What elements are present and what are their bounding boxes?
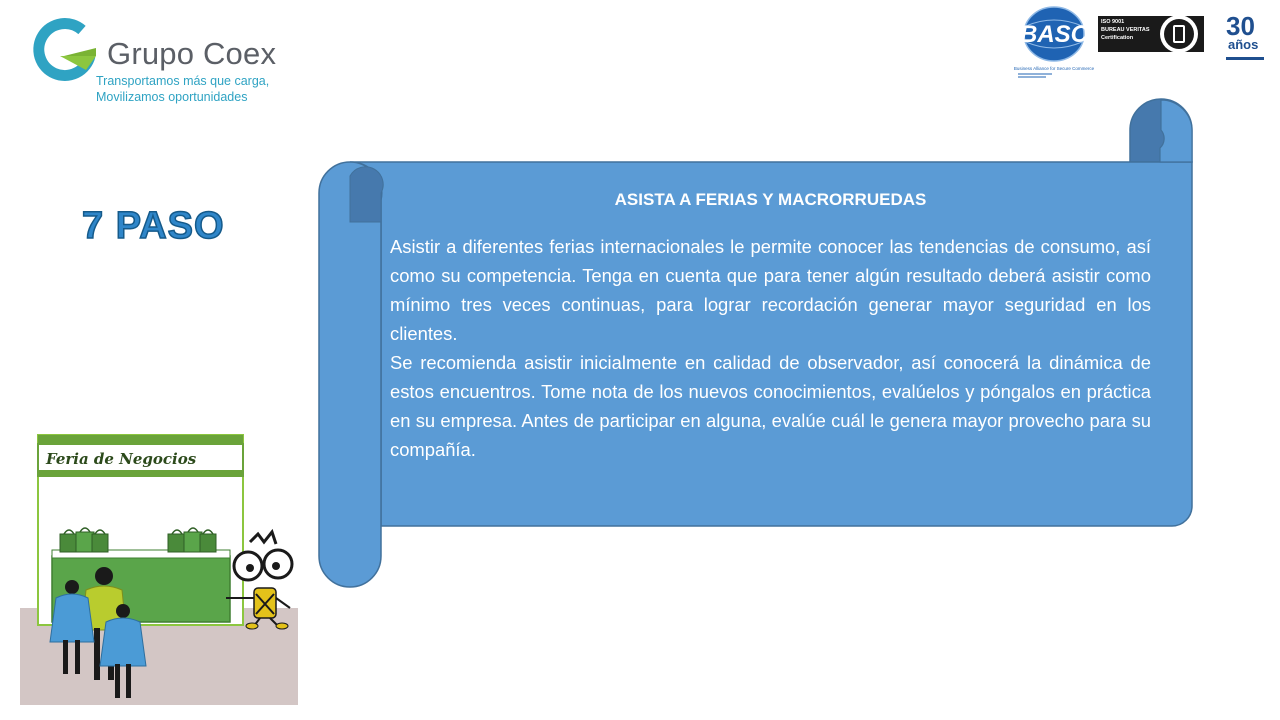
iso-line-1: ISO 9001 — [1101, 19, 1125, 25]
scroll-paragraph-1: Asistir a diferentes ferias internacionales le permite conocer las tendencias de consumo, así como su competencia. Tenga en cuenta que para tener algún resultado deberá asistir como mínimo tres veces continuas, para lograr recordación generar mayor seguridad en los clientes. — [390, 236, 1151, 344]
brand-tagline-line-2: Movilizamos oportunidades — [96, 90, 248, 104]
booth-top-bar — [38, 435, 243, 444]
booth-sign-text: Feria de Negocios — [46, 450, 197, 468]
booth-sign-bottom — [38, 470, 243, 477]
step-title: 7 PASO — [82, 205, 225, 247]
scroll-right-roll — [1160, 100, 1192, 162]
basc-text: BASC — [1019, 21, 1089, 48]
scroll-paragraph-2: Se recomienda asistir inicialmente en calidad de observador, así conocerá la dinámica de estos encuentros. Tome nota de los nuevos conocimientos, evalúelos y póngalos en práctica en su empresa. Antes de participar en alguna, evalúe cuál le genera mayor provecho para su compañía. — [390, 352, 1151, 460]
scroll-title: ASISTA A FERIAS Y MACRORRUEDAS — [614, 190, 927, 209]
iso-line-3: Certification — [1101, 35, 1134, 41]
brand-tagline-line-1: Transportamos más que carga, — [96, 74, 270, 88]
iso-line-2: BUREAU VERITAS — [1101, 27, 1150, 33]
basc-subtext: Business Alliance for Secure Commerce — [1013, 66, 1095, 71]
brand-name: Grupo Coex — [107, 36, 277, 71]
scroll-left-curl — [350, 167, 383, 222]
anniversary-number: 30 — [1226, 11, 1255, 41]
trade-fair-illustration — [20, 430, 310, 705]
scroll-left-roll — [319, 162, 381, 587]
scroll-content — [390, 188, 1151, 464]
anniversary-word: años — [1228, 37, 1259, 52]
